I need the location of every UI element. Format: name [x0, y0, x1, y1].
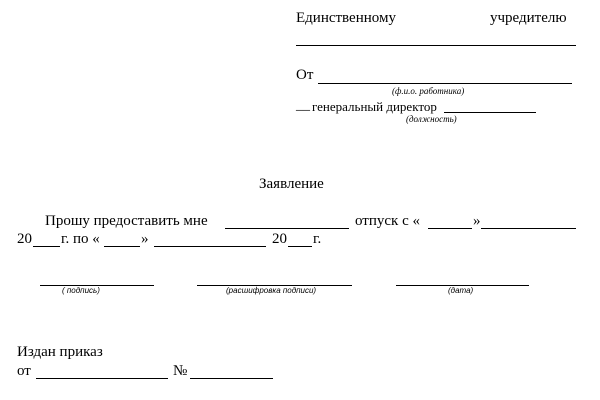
body-line1-mid: отпуск с « — [355, 213, 420, 229]
order-issued: Издан приказ — [17, 344, 103, 360]
document-title: Заявление — [259, 176, 324, 192]
position-caption: (должность) — [406, 114, 457, 124]
body-line1-start: Прошу предоставить мне — [45, 213, 208, 229]
body-blank-start-month — [481, 228, 576, 229]
body-blank-year1 — [33, 246, 60, 247]
order-date-line — [36, 378, 168, 379]
body-line2-year1: 20 — [17, 231, 32, 247]
body-blank-year2 — [288, 246, 312, 247]
order-number-line — [190, 378, 273, 379]
body-line2-g-po: г. по « — [61, 231, 100, 247]
from-caption: (ф.и.о. работника) — [392, 86, 465, 96]
decoding-caption: (расшифровка подписи) — [226, 286, 317, 295]
body-blank-start-day — [428, 228, 472, 229]
position-value: генеральный директор — [312, 99, 437, 114]
addressee-left: Единственному — [296, 10, 396, 26]
position-line — [444, 112, 536, 113]
addressee-underline — [296, 45, 576, 46]
order-from-label: от — [17, 363, 31, 379]
order-number-sign: № — [173, 363, 188, 379]
addressee-right: учредителю — [490, 10, 567, 26]
body-line1-close: » — [473, 213, 481, 229]
from-label: От — [296, 67, 314, 83]
signature-caption: ( подпись) — [62, 286, 100, 295]
date-caption: (дата) — [448, 286, 474, 295]
position-prefix: __ — [296, 98, 310, 113]
body-line2-year2: 20 — [272, 231, 287, 247]
from-name-line — [318, 83, 572, 84]
body-blank-end-month — [154, 246, 266, 247]
body-blank-days — [225, 228, 349, 229]
body-blank-end-day — [104, 246, 140, 247]
body-line2-g-end: г. — [313, 231, 322, 247]
body-line2-close: » — [141, 231, 149, 247]
